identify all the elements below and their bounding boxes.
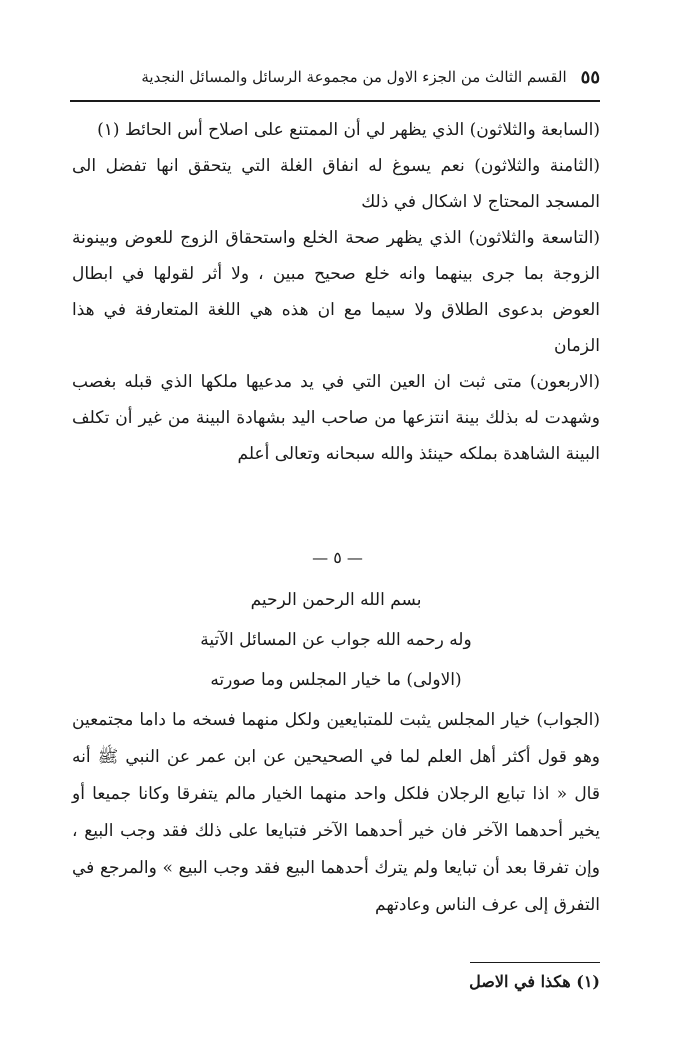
footnote: (١) هكذا في الاصل — [469, 972, 600, 991]
question-1: (الاولى) ما خيار المجلس وما صورته — [210, 670, 462, 690]
paragraph-40: (الاربعون) متى ثبت ان العين التي في يد مدعيها ملكها الذي قبله بغصب وشهدت له بذلك بينة انتزعها من صاحب اليد بشهادة البينة من غير أن تكلف البينة الشاهدة بملكه حينئذ والله سبحانه وتعالى أعلم — [72, 372, 600, 464]
paragraph-38: (الثامنة والثلاثون) نعم يسوغ له انفاق الغلة التي يتحقق انها تفضل الى المسجد المحتاج لا اشكال في ذلك — [72, 156, 600, 212]
running-header — [70, 62, 600, 92]
section-heading-block — [72, 580, 600, 700]
page-number: ٥٥ — [580, 66, 600, 88]
running-title: القسم الثالث من الجزء الاول من مجموعة الرسائل والمسائل النجدية — [141, 68, 567, 86]
answer-text-block — [72, 702, 600, 924]
section-intro: وله رحمه الله جواب عن المسائل الآتية — [200, 630, 472, 650]
basmala: بسم الله الرحمن الرحيم — [250, 590, 422, 610]
main-text-block — [72, 112, 600, 472]
footnote-divider — [470, 962, 600, 963]
answer-paragraph: (الجواب) خيار المجلس يثبت للمتبايعين ولكل منهما فسخه ما داما مجتمعين وهو قول أكثر أهل العلم لما في الصحيحين عن ابن عمر عن النبي ﷺ أنه قال « اذا تبايع الرجلان فلكل واحد منهما الخيار مالم يتفرقا وكانا جميعا أو يخير أحدهما الآخر فان خير أحدهما الآخر فتبايعا على ذلك فقد وجب البيع ، وإن تفرقا بعد أن تبايعا ولم يترك أحدهما البيع فقد وجب البيع » والمرجع في التفرق إلى عرف الناس وعادتهم — [72, 710, 600, 915]
paragraph-39: (التاسعة والثلاثون) الذي يظهر صحة الخلع واستحقاق الزوج للعوض وبينونة الزوجة بما جرى بينهما وانه خلع صحيح مبين ، ولا أثر لقولها في ابطال العوض بدعوى الطلاق ولا سيما مع ان هذه هي اللغة المتعارفة في هذا الزمان — [72, 228, 600, 356]
paragraph-37: (السابعة والثلاثون) الذي يظهر لي أن الممتنع على اصلاح أس الحائط (١) — [97, 120, 600, 140]
header-divider — [70, 100, 600, 102]
section-separator: — ٥ — — [312, 548, 363, 567]
